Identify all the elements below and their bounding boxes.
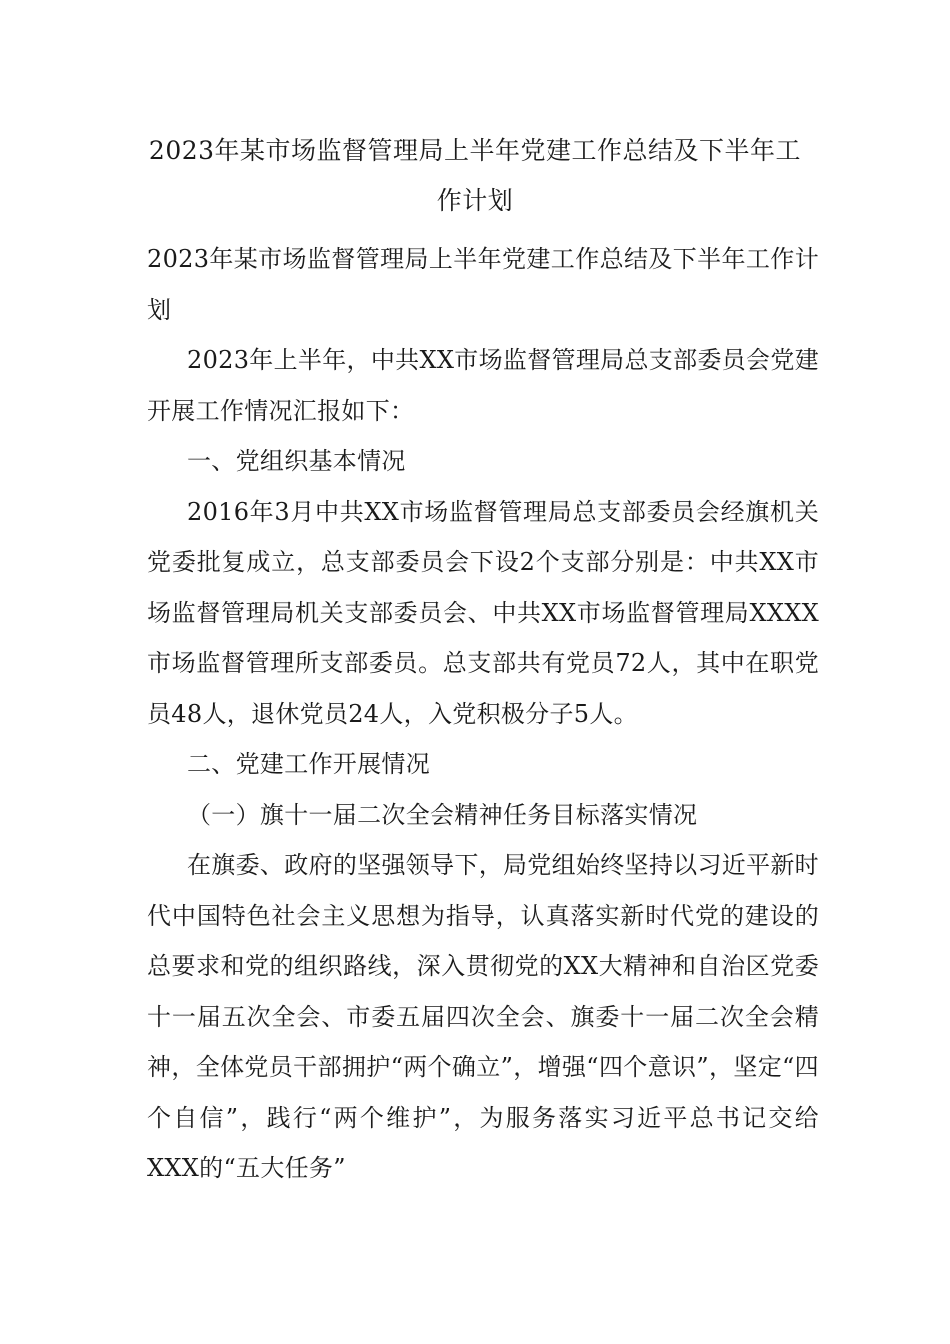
section-heading-1: 一、党组织基本情况 [187, 447, 406, 475]
paragraph-implementation: 在旗委、政府的坚强领导下，局党组始终坚持以习近平新时代中国特色社会主义思想为指导，认真落实新时代党的建设的总要求和党的组织路线，深入贯彻党的XX大精神和自治区党委十一届五次全会、市委五届四次全会、旗委十一届二次全会精神，全体党员干部拥护“两个确立”，增强“四个意识”，坚定“四个自信”，践行“两个维护”，为服务落实习近平总书记交给XXX的“五大任务” [147, 851, 819, 1182]
paragraph-organization: 2016年3月中共XX市场监督管理局总支部委员会经旗机关党委批复成立，总支部委员会下设2个支部分别是：中共XX市场监督管理局机关支部委员会、中共XX市场监督管理局XXXX市场监督管理所支部委员。总支部共有党员72人，其中在职党员48人，退休党员24人，入党积极分子5人。 [147, 497, 819, 728]
paragraph-intro: 2023年上半年，中共XX市场监督管理局总支部委员会党建开展工作情况汇报如下： [147, 346, 819, 425]
document-title-line-2: 作计划 [436, 186, 514, 215]
subsection-heading-1: （一）旗十一届二次全会精神任务目标落实情况 [187, 800, 698, 829]
document-body [147, 234, 819, 1194]
document-title-line-1: 2023年某市场监督管理局上半年党建工作总结及下半年工 [148, 136, 802, 165]
section-heading-2: 二、党建工作开展情况 [187, 750, 430, 778]
document-title [120, 126, 830, 226]
document-subtitle: 2023年某市场监督管理局上半年党建工作总结及下半年工作计划 [147, 245, 819, 324]
